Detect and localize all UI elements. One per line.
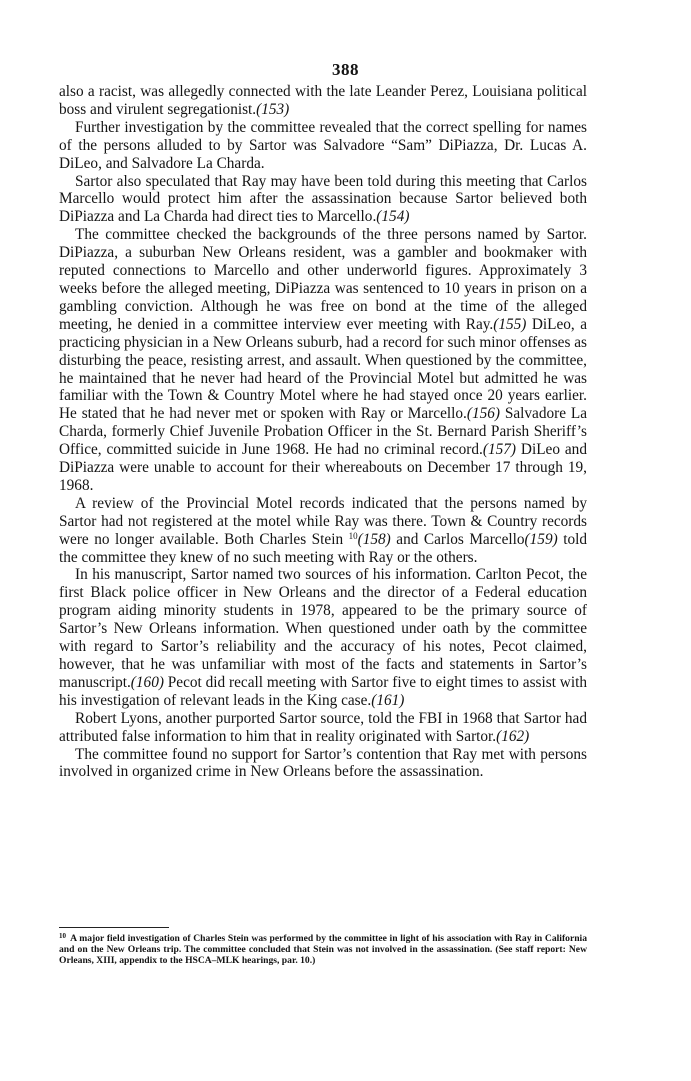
text-run: Further investigation by the committee revealed that the correct spelling for names of the persons alluded to by Sartor was Salvadore “Sam” DiPiazza, Dr. Lucas A. DiLeo, and Salvadore La Charda. bbox=[59, 118, 587, 172]
text-run: In his manuscript, Sartor named two sources of his information. Carlton Pecot, the first Black police officer in New Orleans and the director of a Federal education program aiding minority students in 1978, appeared to be the primary source of Sartor’s New Orleans information. When questioned under oath by the committee with regard to Sartor’s reliability and the accuracy of his notes, Pecot claimed, however, that he was unfamiliar with most of the facts and statements in Sartor’s manuscript. bbox=[59, 566, 587, 691]
text-run: The committee found no support for Sartor’s contention that Ray met with persons involved in organized crime in New Orleans before the assassination. bbox=[59, 745, 587, 781]
paragraph bbox=[59, 226, 587, 495]
text-run: Salvadore La Charda, formerly Chief Juvenile Probation Officer in the St. Bernard Parish Sheriff’s Office, committed suicide in June 1968. He had no criminal record. bbox=[59, 405, 587, 459]
page-number: 388 bbox=[332, 60, 359, 79]
main-text bbox=[59, 83, 587, 781]
citation-ref: (159) bbox=[524, 530, 558, 548]
text-run: Robert Lyons, another purported Sartor source, told the FBI in 1968 that Sartor had attributed false information to him that in reality originated with Sartor. bbox=[59, 709, 587, 745]
citation-ref: (157) bbox=[482, 441, 516, 459]
paragraph bbox=[59, 173, 587, 227]
paragraph bbox=[59, 710, 587, 746]
footnote-text: A major field investigation of Charles Stein was performed by the committee in light of his association with Ray in California and on the New Orleans trip. The committee concluded that Stein was not involved in the assassination. (See staff report: New Orleans, XIII, appendix to the HSCA–MLK hearings, par. 10.) bbox=[59, 933, 587, 967]
footnote-marker: 10 bbox=[59, 932, 66, 940]
text-run: Sartor also speculated that Ray may have been told during this meeting that Carlos Marcello would protect him after the assassination because Sartor believed both DiPiazza and La Charda had direct ties to Marcello. bbox=[59, 172, 587, 226]
citation-ref: (161) bbox=[371, 691, 405, 709]
paragraph bbox=[59, 746, 587, 782]
paragraph bbox=[59, 495, 587, 567]
paragraph bbox=[59, 83, 587, 119]
citation-ref: (160) bbox=[130, 673, 164, 691]
text-run: told the committee they knew of no such meeting with Ray or the others. bbox=[59, 530, 587, 566]
citation-ref: (154) bbox=[376, 208, 410, 226]
paragraph bbox=[59, 566, 587, 709]
text-run: The committee checked the backgrounds of the three persons named by Sartor. DiPiazza, a suburban New Orleans resident, was a gambler and bookmaker with reputed connections to Marcello and other underworld figures. Approximately 3 weeks before the alleged meeting, DiPiazza was sentenced to 10 years in prison on a gambling conviction. Although he was free on bond at the time of the alleged meeting, he denied in a committee interview ever meeting with Ray. bbox=[59, 226, 587, 333]
citation-ref: (162) bbox=[496, 727, 530, 745]
paragraph bbox=[59, 119, 587, 173]
footnote-divider bbox=[59, 927, 169, 928]
citation-ref: (155) bbox=[493, 315, 527, 333]
footnote-ref: 10 bbox=[348, 530, 358, 541]
citation-ref: (156) bbox=[466, 405, 500, 423]
text-run: A review of the Provincial Motel records indicated that the persons named by Sartor had not registered at the motel while Ray was there. Town & Country records were no longer available. Both Charles Stein bbox=[59, 494, 587, 548]
citation-ref: (158) bbox=[357, 530, 391, 548]
text-run: Pecot did recall meeting with Sartor five to eight times to assist with his investigation of relevant leads in the King case. bbox=[59, 673, 587, 709]
text-run: DiLeo, a practicing physician in a New Orleans suburb, had a record for such minor offenses as disturbing the peace, resisting arrest, and assault. When questioned by the committee, he maintained that he never had heard of the Provincial Motel but admitted he was familiar with the Town & Country Motel where he had stayed once 20 years earlier. He stated that he had never met or spoken with Ray or Marcello. bbox=[59, 315, 587, 423]
text-run: DiLeo and DiPiazza were unable to account for their whereabouts on December 17 through 19, 1968. bbox=[59, 441, 587, 494]
citation-ref: (153) bbox=[256, 100, 290, 118]
footnote bbox=[59, 931, 587, 967]
text-run: also a racist, was allegedly connected with the late Leander Perez, Louisiana political boss and virulent segregationist. bbox=[59, 83, 587, 118]
text-run: and Carlos Marcello bbox=[390, 530, 525, 548]
